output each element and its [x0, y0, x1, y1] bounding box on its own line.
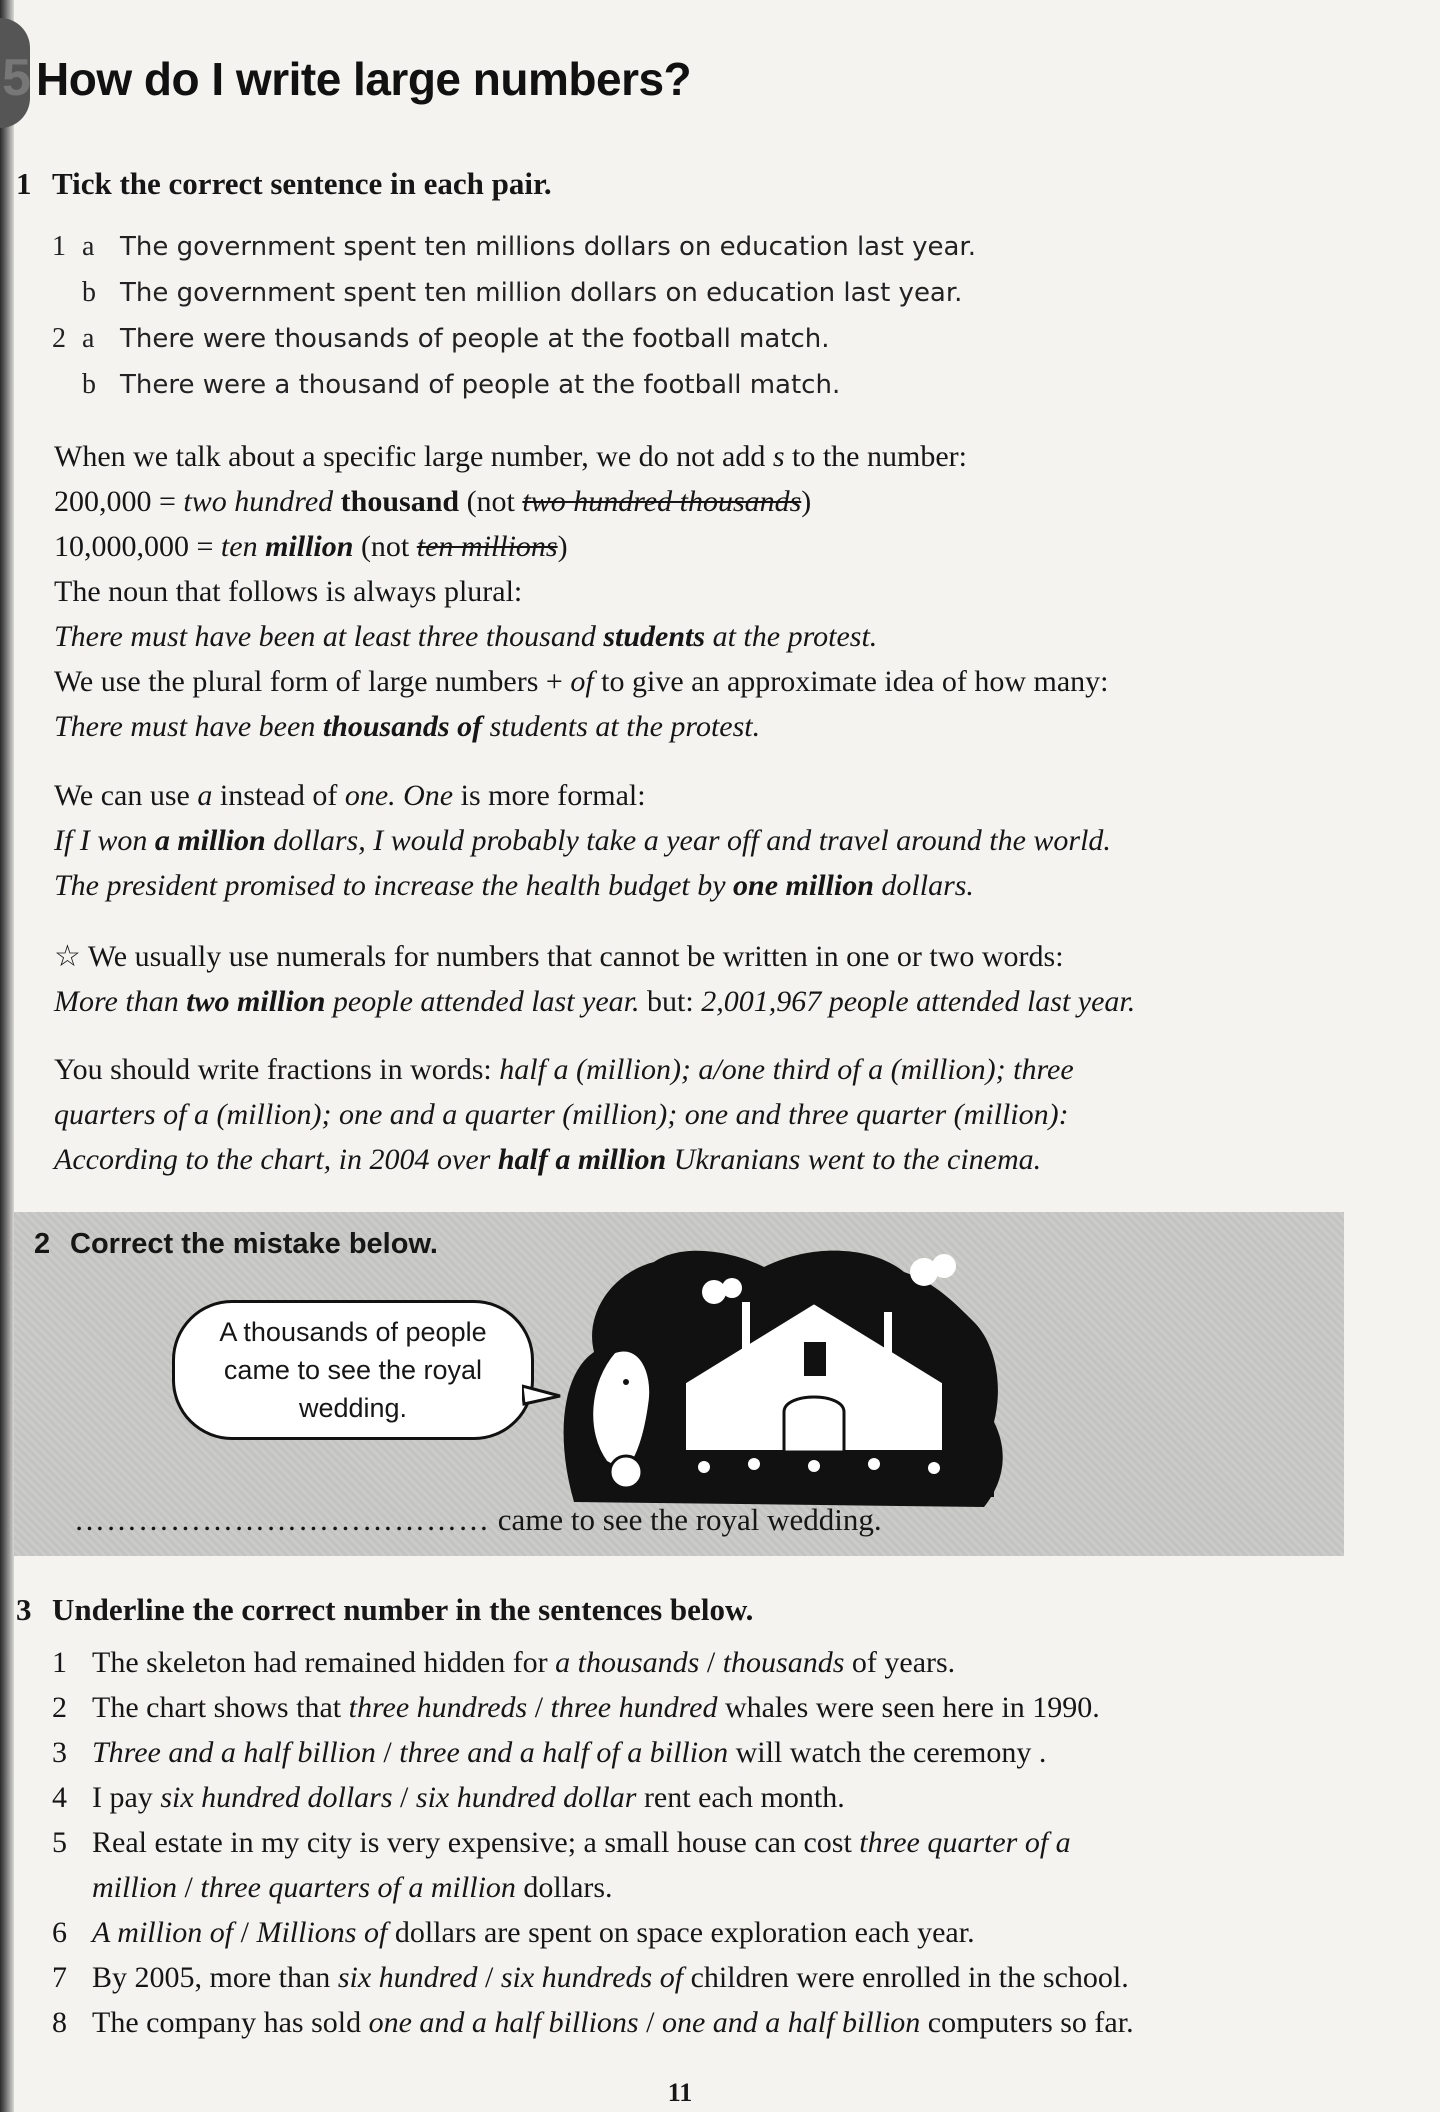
rule-a-vs-one	[54, 773, 1374, 908]
church-door	[784, 1397, 844, 1452]
exercise-number: 2	[34, 1228, 51, 1260]
text: (not	[353, 530, 417, 563]
speech-bubble	[172, 1300, 534, 1440]
choice-option[interactable]: one and a half billion	[661, 2006, 921, 2039]
text: whales were seen here in 1990.	[717, 1691, 1100, 1724]
text: The skeleton had remained hidden for	[92, 1646, 556, 1679]
text: When we talk about a specific large number, we do not add	[54, 440, 773, 473]
royal-wedding-illustration	[554, 1232, 1054, 1532]
list-item	[52, 1640, 1372, 1685]
choice-option[interactable]: three hundred	[550, 1691, 718, 1724]
underline-sentence-list	[52, 1640, 1372, 2045]
item-text	[92, 1865, 1372, 1910]
text: We usually use numerals for numbers that cannot be written in one or two words:	[80, 940, 1064, 973]
pair-number: 2	[52, 323, 66, 354]
text: of years.	[844, 1646, 956, 1679]
text: to the number:	[784, 440, 967, 473]
exercise-1-heading	[16, 166, 552, 202]
choice-option[interactable]: A million of	[92, 1916, 234, 1949]
item-text	[92, 1685, 1372, 1730]
option-text: The government spent ten millions dollars on education last year.	[120, 232, 976, 262]
example-line	[54, 614, 1374, 659]
list-item	[52, 1730, 1372, 1775]
separator: /	[375, 1736, 400, 1769]
text: s	[772, 440, 785, 473]
spire	[884, 1312, 892, 1362]
sentence-option[interactable]	[52, 224, 1052, 270]
rule-line	[54, 934, 1374, 979]
text: rent each month.	[636, 1781, 845, 1814]
option-text: The government spent ten million dollars on education last year.	[120, 278, 963, 308]
unit-tab	[0, 18, 30, 128]
text: You should write fractions in words:	[54, 1053, 500, 1086]
pair-number: 1	[52, 231, 66, 262]
church-window	[804, 1342, 826, 1376]
list-item	[52, 1955, 1372, 2000]
example-line	[54, 704, 1374, 749]
answer-line[interactable]	[74, 1502, 882, 1538]
text: two million	[186, 985, 326, 1018]
list-item	[52, 1910, 1372, 1955]
exercise-number: 1	[16, 166, 32, 201]
text: two hundred	[183, 485, 341, 518]
text: )	[557, 530, 568, 563]
exercise-instruction: Tick the correct sentence in each pair.	[52, 166, 552, 201]
item-text	[92, 1955, 1372, 2000]
choice-option[interactable]: Three and a half billion	[92, 1736, 376, 1769]
text: There must have been at least three thousand	[54, 620, 604, 653]
text: Real estate in my city is very expensive; a small house can cost	[92, 1826, 860, 1859]
list-item	[52, 2000, 1372, 2045]
separator: /	[527, 1691, 551, 1724]
crossed-out-text: two hundred thousands	[522, 485, 802, 518]
choice-option[interactable]: million	[92, 1871, 178, 1904]
rule-line	[54, 773, 1374, 818]
text: will watch the ceremony .	[728, 1736, 1047, 1769]
option-letter: a	[82, 231, 95, 262]
text: 200,000 =	[54, 485, 184, 518]
example-line	[54, 524, 1374, 569]
text: If I won	[54, 824, 155, 857]
item-number: 1	[52, 1646, 67, 1679]
item-number: 7	[52, 1961, 67, 1994]
crossed-out-text: ten millions	[416, 530, 558, 563]
choice-option[interactable]: one and a half billions	[368, 2006, 639, 2039]
list-item-continuation	[52, 1865, 1372, 1910]
option-letter: a	[82, 323, 95, 354]
spire	[742, 1302, 750, 1362]
sentence-option[interactable]	[52, 270, 1052, 316]
separator: /	[177, 1871, 201, 1904]
rule-fractions	[54, 1047, 1374, 1182]
cloud-icon	[932, 1254, 956, 1278]
sentence-option[interactable]	[52, 362, 1052, 408]
list-item	[52, 1685, 1372, 1730]
text: a million	[154, 824, 266, 857]
text: The chart shows that	[92, 1691, 349, 1724]
choice-option[interactable]: three and a half of a billion	[399, 1736, 729, 1769]
option-letter: b	[82, 277, 96, 308]
example-line	[54, 818, 1374, 863]
separator: /	[638, 2006, 662, 2039]
separator: /	[392, 1781, 416, 1814]
exercise-2-panel	[14, 1212, 1344, 1556]
text: 10,000,000 =	[54, 530, 221, 563]
bouquet-icon	[610, 1456, 642, 1488]
rule-line: quarters of a (million); one and a quarter (million); one and three quarter (million):	[54, 1098, 1069, 1131]
text: dollars.	[873, 869, 974, 902]
choice-option[interactable]: six hundred dollar	[415, 1781, 637, 1814]
text: at the protest.	[705, 620, 878, 653]
option-text: There were thousands of people at the football match.	[120, 324, 830, 354]
text: We can use	[54, 779, 198, 812]
example-line	[54, 863, 1374, 908]
text: dollars, I would probably take a year off and travel around the world.	[265, 824, 1111, 857]
text: thousand	[340, 485, 460, 518]
item-number: 8	[52, 2006, 67, 2039]
text: computers so far.	[920, 2006, 1134, 2039]
rule-numerals	[54, 934, 1374, 1024]
list-item	[52, 1775, 1372, 1820]
item-text	[92, 1640, 1372, 1685]
rule-specific-numbers	[54, 434, 1374, 749]
item-number: 6	[52, 1916, 67, 1949]
separator: /	[477, 1961, 501, 1994]
page-number: 11	[667, 2078, 693, 2107]
rule-line	[54, 434, 1374, 479]
text: children were enrolled in the school.	[683, 1961, 1129, 1994]
text: ten	[220, 530, 266, 563]
text: half a million	[497, 1143, 667, 1176]
answer-text: came to see the royal wedding.	[490, 1502, 882, 1537]
example-line	[54, 1137, 1374, 1182]
page-edge-shadow	[0, 0, 14, 2112]
text: 2,001,967 people attended last year.	[701, 985, 1136, 1018]
item-number: 2	[52, 1691, 67, 1724]
text: There must have been	[54, 710, 323, 743]
choice-option[interactable]: six hundred dollars	[160, 1781, 393, 1814]
text: instead of	[212, 779, 345, 812]
option-letter: b	[82, 369, 96, 400]
choice-option[interactable]: six hundreds of	[500, 1961, 684, 1994]
crowd-strip	[664, 1457, 994, 1497]
exercise-2-heading	[34, 1228, 438, 1261]
text: is more formal:	[453, 779, 646, 812]
exercise-instruction: Correct the mistake below.	[70, 1228, 438, 1260]
item-text	[92, 1775, 1372, 1820]
item-number: 3	[52, 1736, 67, 1769]
page-title: How do I write large numbers?	[36, 53, 692, 105]
option-text: There were a thousand of people at the football match.	[120, 370, 841, 400]
separator: /	[233, 1916, 257, 1949]
text: dollars are spent on space exploration each year.	[387, 1916, 975, 1949]
text: According to the chart, in 2004 over	[54, 1143, 498, 1176]
text: students	[603, 620, 706, 653]
choice-option[interactable]: three quarters of a million	[200, 1871, 516, 1904]
choice-option[interactable]: three hundreds	[348, 1691, 528, 1724]
text: We use the plural form of large numbers +	[54, 665, 571, 698]
item-number: 4	[52, 1781, 67, 1814]
unit-number: 5	[2, 49, 31, 107]
item-number: 5	[52, 1826, 67, 1859]
text: one. One	[344, 779, 454, 812]
text: Ukranians went to the cinema.	[666, 1143, 1042, 1176]
choice-option[interactable]: a thousands	[555, 1646, 700, 1679]
separator: /	[699, 1646, 723, 1679]
text: million	[265, 530, 354, 563]
text: of	[570, 665, 594, 698]
example-line	[54, 979, 1374, 1024]
exercise-number: 3	[16, 1592, 32, 1627]
item-text	[92, 1730, 1372, 1775]
rule-line	[54, 1047, 1374, 1092]
item-text	[92, 2000, 1372, 2045]
choice-option[interactable]: Millions of	[256, 1916, 388, 1949]
text: The president promised to increase the health budget by	[54, 869, 734, 902]
choice-option[interactable]: thousands	[722, 1646, 845, 1679]
sentence-option[interactable]	[52, 316, 1052, 362]
rule-line	[54, 659, 1374, 704]
text: I pay	[92, 1781, 161, 1814]
choice-option[interactable]: six hundred	[337, 1961, 478, 1994]
text: The company has sold	[92, 2006, 369, 2039]
item-text	[92, 1820, 1372, 1865]
cloud-icon	[722, 1278, 742, 1298]
exercise-3-heading	[16, 1592, 753, 1628]
cloud-icon	[702, 1280, 726, 1304]
text: students at the protest.	[482, 710, 761, 743]
item-number	[52, 1865, 92, 1910]
text: a	[197, 779, 213, 812]
answer-blank[interactable]: …………………………………	[74, 1502, 490, 1537]
rule-line: The noun that follows is always plural:	[54, 575, 523, 608]
choice-option[interactable]: three quarter of a	[859, 1826, 1071, 1859]
text: dollars.	[515, 1871, 613, 1904]
text: half a (million); a/one third of a (million); three	[499, 1053, 1074, 1086]
item-text	[92, 1910, 1372, 1955]
list-item	[52, 1820, 1372, 1865]
text: More than	[54, 985, 187, 1018]
text: one million	[733, 869, 874, 902]
example-line	[54, 479, 1374, 524]
text: to give an approximate idea of how many:	[593, 665, 1109, 698]
text: By 2005, more than	[92, 1961, 338, 1994]
exercise-instruction: Underline the correct number in the sentences below.	[52, 1592, 754, 1627]
eye-icon	[623, 1379, 629, 1385]
text: )	[801, 485, 812, 518]
text: but:	[639, 985, 702, 1018]
sentence-pairs	[52, 224, 1052, 408]
text: thousands of	[322, 710, 483, 743]
text: (not	[459, 485, 523, 518]
text: people attended last year.	[325, 985, 640, 1018]
star-icon: ☆	[54, 940, 81, 973]
speech-bubble-text: A thousands of people came to see the royal wedding.	[219, 1317, 487, 1423]
